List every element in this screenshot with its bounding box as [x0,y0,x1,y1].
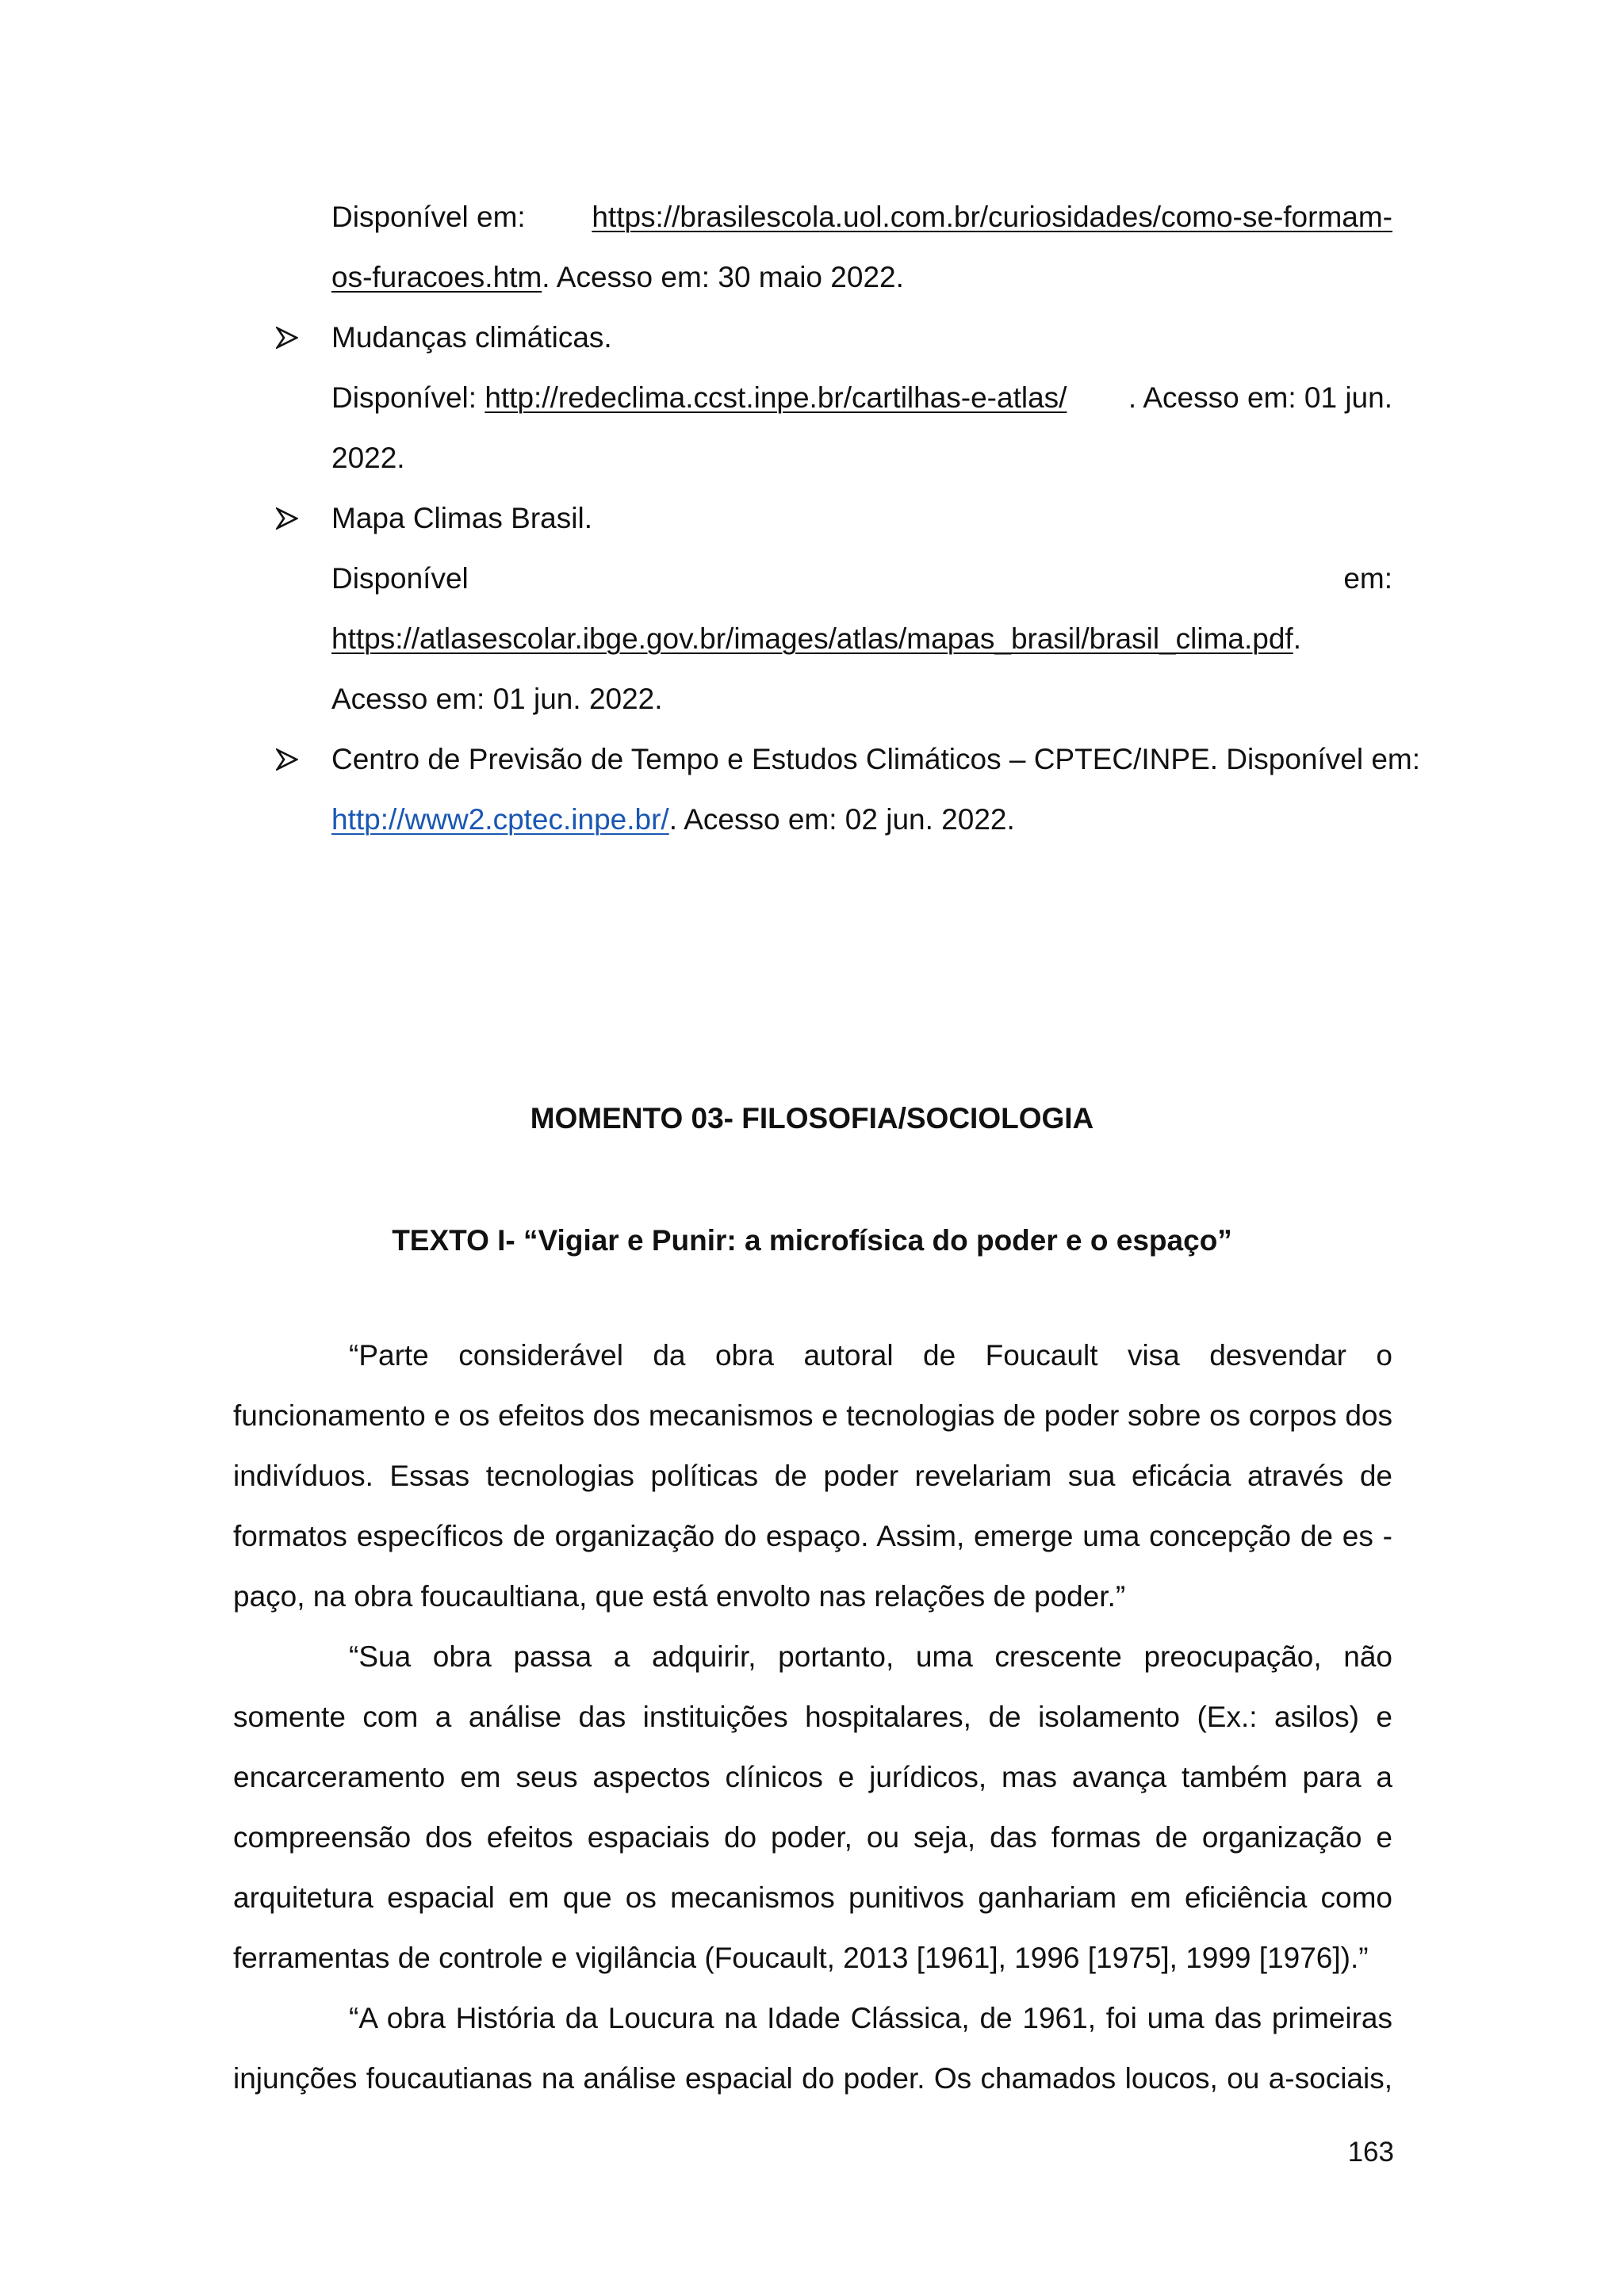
paragraph-line: funcionamento e os efeitos dos mecanismos e tecnologias de poder sobre os corpos dos [233,1399,1392,1432]
reference-link-cptec[interactable]: http://www2.cptec.inpe.br/ [331,803,669,836]
reference-link-brasilescola-cont[interactable]: os-furacoes.htm [331,261,542,293]
reference-link-brasilescola[interactable]: https://brasilescola.uol.com.br/curiosidades/como-se-formam- [592,201,1392,233]
reference-line [331,790,1392,850]
reference-item-hurricanes [268,187,1392,308]
reference-access-date: Acesso em: 01 jun. 2022. [331,683,663,715]
page-number: 163 [1347,2137,1394,2168]
reference-prefix-em: em: [1343,562,1392,595]
arrow-bullet-icon [276,308,308,368]
paragraph-line: “Sua obra passa a adquirir, portanto, uma crescente preocupação, não [349,1640,1392,1673]
paragraph-line: indivíduos. Essas tecnologias políticas de poder revelariam sua eficácia através de [233,1460,1392,1492]
paragraph-3 [233,1988,1392,2109]
reference-link-ibge[interactable]: https://atlasescolar.ibge.gov.br/images/atlas/mapas_brasil/brasil_clima.pdf [331,622,1293,655]
reference-dot: . [1293,622,1301,655]
text-title-quote: “Vigiar e Punir: a microfísica do poder e o espaço” [523,1224,1232,1257]
reference-prefix: Disponível: [331,381,477,414]
reference-title: Mudanças climáticas. [331,321,612,354]
reference-prefix: Disponível [331,562,469,595]
reference-access-date: . Acesso em: 30 maio 2022. [542,261,904,293]
reference-item-climate-change [268,308,1392,488]
text-title-prefix: TEXTO I- [392,1224,524,1257]
reference-access-date: . Acesso em: 02 jun. 2022. [668,803,1015,836]
section-heading: MOMENTO 03- FILOSOFIA/SOCIOLOGIA [530,1102,1094,1135]
reference-item-climate-map [268,488,1392,729]
reference-prefix: Disponível em: [331,201,526,233]
body-text [233,1326,1392,2109]
paragraph-line: compreensão dos efeitos espaciais do poder, ou seja, das formas de organização e [233,1821,1392,1854]
paragraph-line: injunções foucautianas na análise espacial do poder. Os chamados loucos, ou a-sociais, [233,2062,1392,2095]
reference-list [268,187,1421,850]
reference-year: 2022. [331,442,405,474]
reference-access-date: . Acesso em: 01 jun. [1128,381,1392,414]
paragraph-1 [233,1326,1392,1627]
arrow-bullet-icon [276,729,308,790]
paragraph-line: formatos específicos de organização do espaço. Assim, emerge uma concepção de es - [233,1520,1392,1552]
reference-line [331,609,1392,669]
reference-link-redeclima[interactable]: http://redeclima.ccst.inpe.br/cartilhas-e-atlas/ [485,381,1067,414]
paragraph-line: “A obra História da Loucura na Idade Clássica, de 1961, foi uma das primeiras [349,2002,1392,2034]
reference-item-cptec [268,729,1421,850]
reference-line [331,368,1392,428]
paragraph-line: somente com a análise das instituições hospitalares, de isolamento (Ex.: asilos) e [233,1701,1392,1733]
reference-line [331,549,1392,609]
text-title [0,1221,1624,1261]
paragraph-line: ferramentas de controle e vigilância (Foucault, 2013 [1961], 1996 [1975], 1999 [1976]).” [233,1942,1369,1974]
reference-title: Mapa Climas Brasil. [331,502,592,534]
arrow-bullet-icon [276,488,308,549]
paragraph-line: encarceramento em seus aspectos clínicos e jurídicos, mas avança também para a [233,1761,1392,1793]
paragraph-line: paço, na obra foucaultiana, que está envolto nas relações de poder.” [233,1580,1126,1613]
reference-line [331,247,1392,308]
reference-title: Centro de Previsão de Tempo e Estudos Climáticos – CPTEC/INPE. Disponível em: [331,743,1421,775]
paragraph-line: arquitetura espacial em que os mecanismos punitivos ganhariam em eficiência como [233,1881,1392,1914]
paragraph-2 [233,1627,1392,1988]
paragraph-line: “Parte considerável da obra autoral de Foucault visa desvendar o [349,1339,1392,1372]
reference-line [331,187,1392,247]
